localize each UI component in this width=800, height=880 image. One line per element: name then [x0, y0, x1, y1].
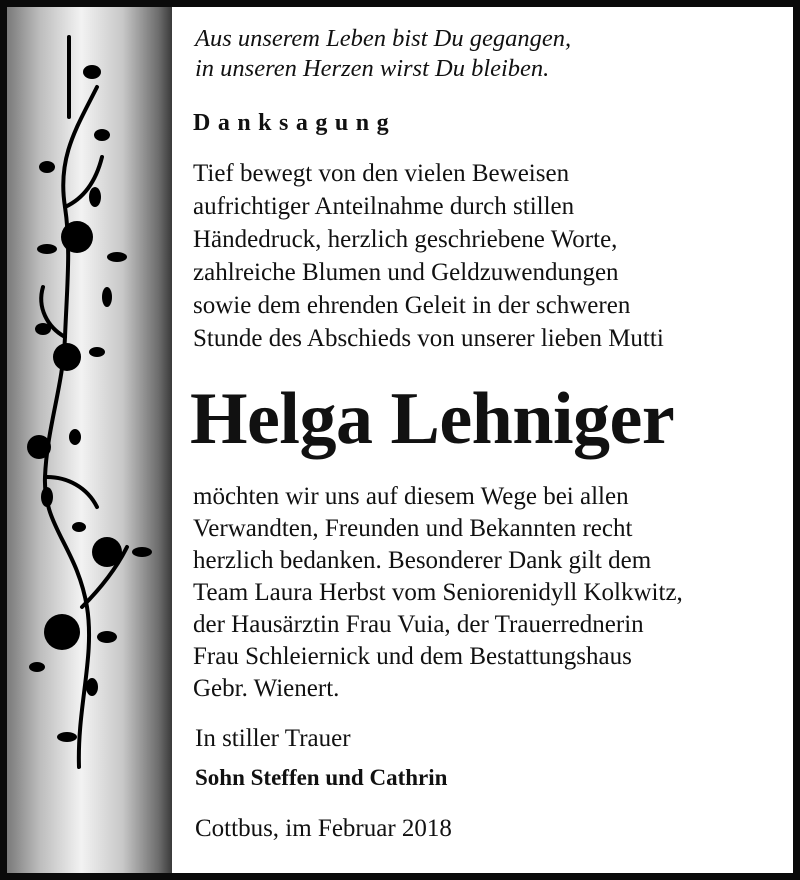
text-line: Verwandten, Freunden und Bekannten recht: [193, 515, 633, 542]
thanks-text: [193, 481, 683, 705]
text-line: möchten wir uns auf diesem Wege bei allen: [193, 483, 629, 510]
text-line: Frau Schleiernick und dem Bestattungshaus: [193, 643, 632, 670]
intro-text: [193, 157, 664, 355]
motto-line: in unseren Herzen wirst Du bleiben.: [195, 55, 550, 82]
deceased-name: Helga Lehniger: [190, 378, 675, 460]
text-line: sowie dem ehrenden Geleit in der schweren: [193, 292, 631, 319]
motto: [195, 24, 571, 84]
text-line: Stunde des Abschieds von unserer lieben Mutti: [193, 325, 664, 352]
signatories: Sohn Steffen und Cathrin: [195, 765, 448, 790]
text-line: Team Laura Herbst vom Seniorenidyll Kolkwitz,: [193, 579, 683, 606]
text-line: der Hausärztin Frau Vuia, der Trauerrednerin: [193, 611, 644, 638]
place-date: Cottbus, im Februar 2018: [195, 815, 452, 842]
text-line: herzlich bedanken. Besonderer Dank gilt dem: [193, 547, 652, 574]
rose-vine-icon: [7, 7, 172, 873]
text-line: Gebr. Wienert.: [193, 675, 340, 702]
notice-content: [172, 7, 793, 873]
text-line: Tief bewegt von den vielen Beweisen: [193, 160, 570, 187]
text-line: aufrichtiger Anteilnahme durch stillen: [193, 193, 575, 220]
text-line: zahlreiche Blumen und Geldzuwendungen: [193, 259, 619, 286]
decorative-panel: [7, 7, 172, 873]
text-line: Händedruck, herzlich geschriebene Worte,: [193, 226, 618, 253]
mourning-label: In stiller Trauer: [195, 725, 351, 752]
heading: Danksagung: [193, 110, 397, 136]
motto-line: Aus unserem Leben bist Du gegangen,: [195, 25, 572, 52]
